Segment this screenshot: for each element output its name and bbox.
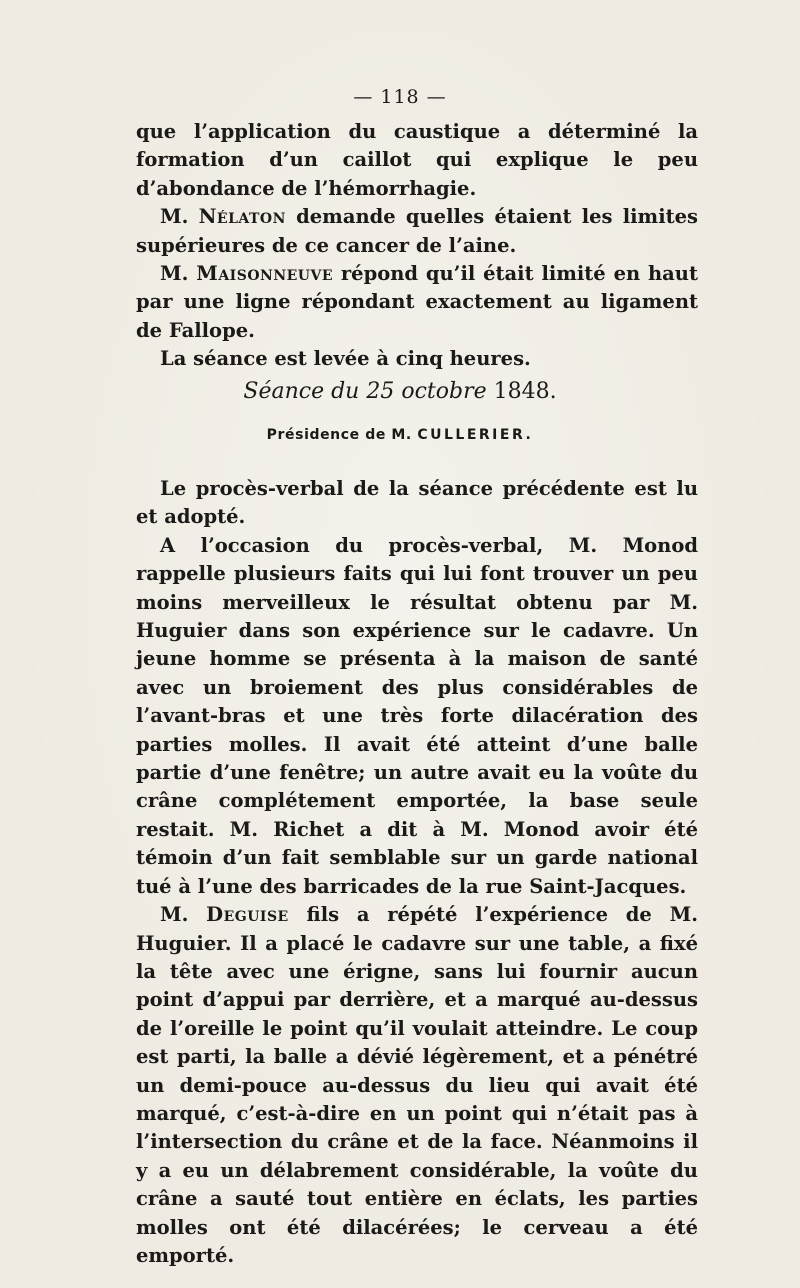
presidence-label: Présidence de M. xyxy=(266,427,412,443)
text-block-bottom xyxy=(136,475,698,1270)
paragraph-text: A l’occasion du procès-verbal, M. Monod rappelle plusieurs faits qui lui font trouver un peu moins merveilleux le résultat obtenu par M. Huguier dans son expérience sur le cadavre. Un jeune homme se présenta à la maison de santé avec un broiement des plus considérables de l’avant-bras et une très forte dilacération des parties molles. Il avait été atteint d’une balle partie d’une fenêtre; un autre avait eu la voûte du crâne complétement emportée, la base seule restait. M. Richet a dit à M. Monod avoir été témoin d’un fait semblable sur un garde national tué à l’une des barricades de la rue Saint-Jacques. xyxy=(136,533,698,898)
text-block-top xyxy=(136,118,698,374)
paragraph-text: que l’application du caustique a déterminé la formation d’un caillot qui explique le peu d’abondance de l’hémorrhagie. xyxy=(136,120,698,200)
paragraph-lead: M. xyxy=(160,262,197,286)
paragraph xyxy=(136,118,698,203)
paragraph xyxy=(136,475,698,532)
paragraph-lead: M. xyxy=(160,903,207,927)
paragraph-text: demande quelles étaient les limites supérieures de ce cancer de l’aine. xyxy=(136,205,698,257)
speaker-name: Nélaton xyxy=(198,205,286,229)
paragraph xyxy=(136,203,698,260)
session-heading xyxy=(0,379,800,404)
paragraph-text: répond qu’il était limité en haut par une ligne répondant exactement au ligament de Fallope. xyxy=(136,262,698,342)
page-number: — 118 — xyxy=(353,86,447,108)
paragraph-lead: M. xyxy=(160,205,199,229)
president-name: CULLERIER. xyxy=(417,427,534,443)
paragraph-text: Le procès-verbal de la séance précédente est lu et adopté. xyxy=(136,477,698,529)
paragraph-text: fils a répété l’expérience de M. Huguier. Il a placé le cadavre sur une table, a fixé la tête avec une érigne, sans lui fournir aucun point d’appui par derrière, et a marqué au-dessus de l’oreille le point qu’il voulait atteindre. Le coup est parti, la balle a dévié légèrement, et a pénétré un demi-pouce au-dessus du lieu qui avait été marqué, c’est-à-dire en un point qui n’était pas à l’intersection du crâne et de la face. Néanmoins il y a eu un délabrement considérable, la voûte du crâne a sauté tout entière en éclats, les parties molles ont été dilacérées; le cerveau a été emporté. xyxy=(136,903,698,1267)
presidence-line xyxy=(0,427,800,443)
speaker-name: Maisonneuve xyxy=(196,262,334,286)
paragraph xyxy=(136,901,698,1270)
paragraph-text: La séance est levée à cinq heures. xyxy=(160,347,531,371)
paragraph xyxy=(136,532,698,901)
session-title: Séance du 25 octobre xyxy=(243,379,487,404)
paragraph xyxy=(136,345,698,373)
session-year: 1848. xyxy=(493,379,557,404)
speaker-name: Deguise xyxy=(206,903,289,927)
paragraph xyxy=(136,260,698,345)
